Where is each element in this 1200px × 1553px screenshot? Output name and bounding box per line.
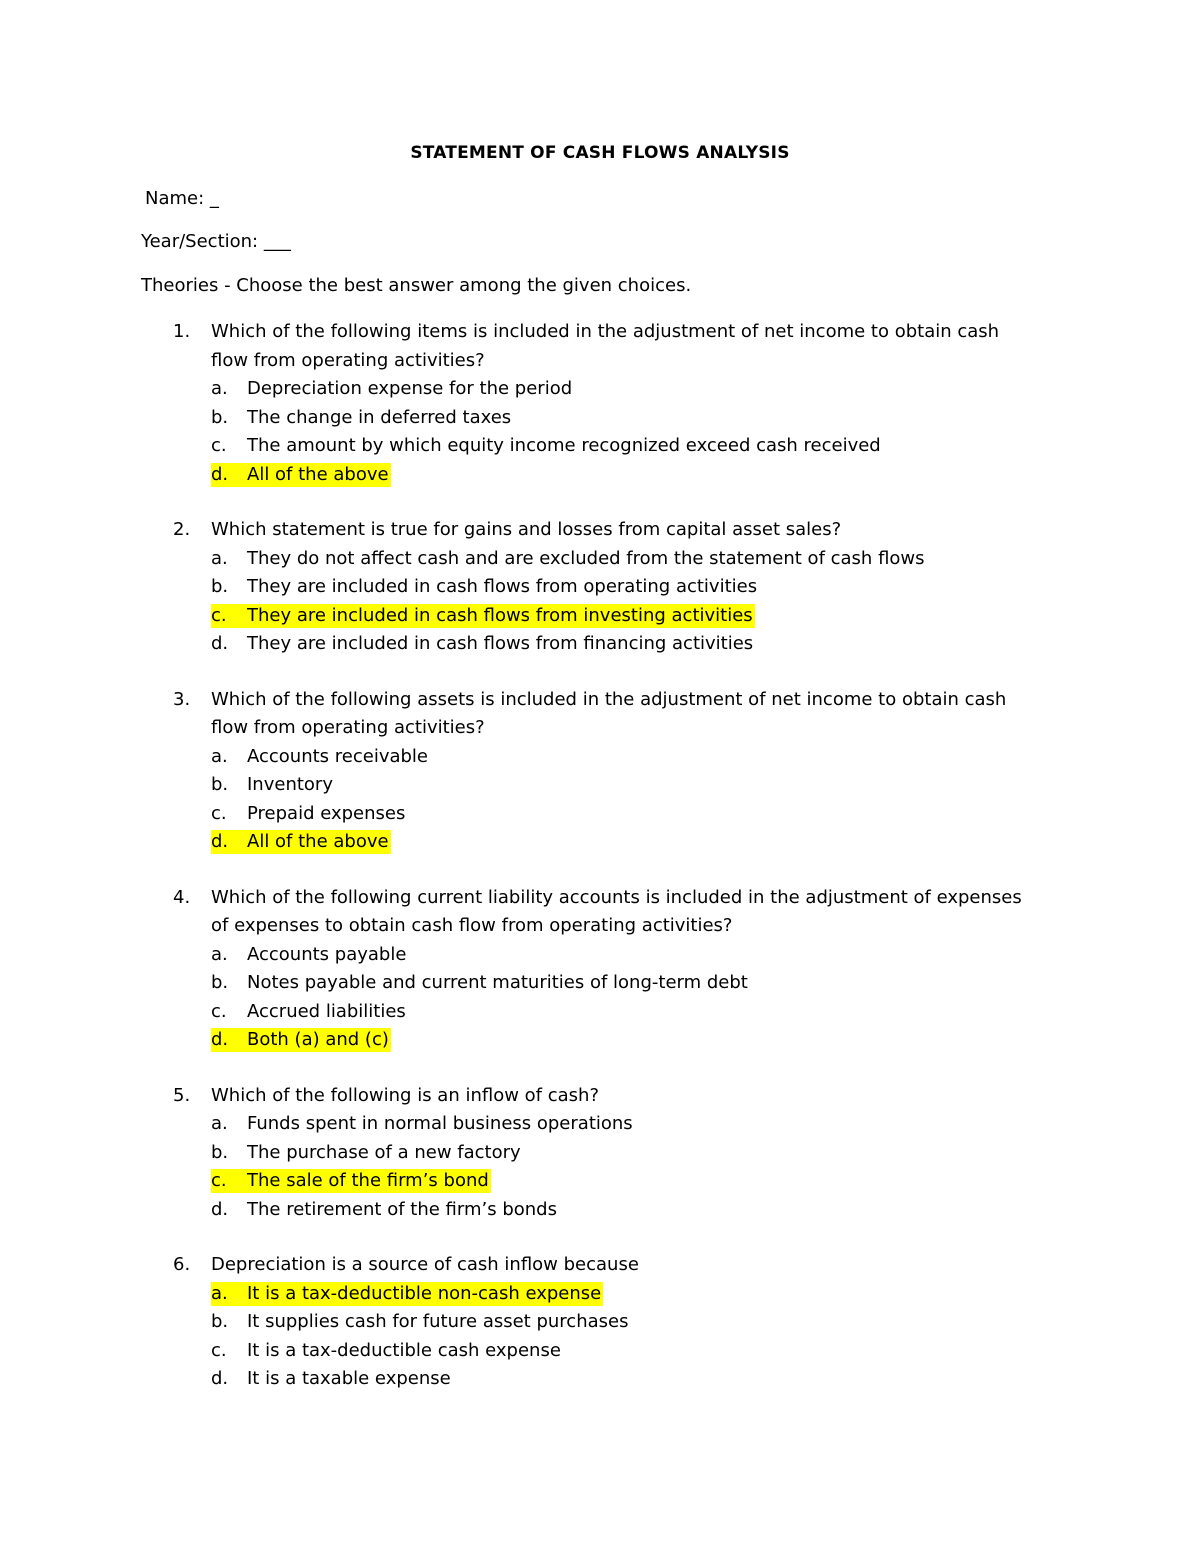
answer-option	[0, 828, 1200, 857]
answer-option	[0, 573, 1200, 602]
question-number: 6.	[173, 1254, 191, 1275]
answer-choice	[211, 547, 927, 571]
answer-option	[0, 969, 1200, 998]
question-text: Depreciation is a source of cash inflow because	[211, 1254, 639, 1275]
question-number: 2.	[173, 519, 191, 540]
answer-choice	[211, 406, 513, 430]
option-letter: a.	[211, 1113, 228, 1134]
question-number: 5.	[173, 1084, 191, 1106]
question-item	[0, 884, 1200, 1055]
option-letter: c.	[211, 1170, 227, 1191]
option-text: It is a taxable expense	[247, 1368, 451, 1389]
option-text: They are included in cash flows from financing activities	[247, 633, 754, 654]
option-letter: d.	[211, 1198, 229, 1220]
answer-option	[0, 998, 1200, 1027]
question-number: 1.	[173, 321, 191, 342]
instructions: Theories - Choose the best answer among the given choices.	[141, 275, 692, 296]
highlighted-answer	[211, 463, 391, 487]
answer-option	[0, 461, 1200, 490]
option-letter: a.	[211, 378, 228, 399]
answer-choice	[211, 377, 574, 401]
question-row	[0, 884, 1200, 941]
question-number: 3.	[173, 688, 191, 710]
question-text: Which of the following current liability accounts is included in the adjustment of expenses of expenses to obtain cash flow from operating activities?	[211, 886, 1022, 936]
answer-option	[0, 800, 1200, 829]
year-section-field: Year/Section: ___	[141, 231, 291, 252]
option-text: The amount by which equity income recognized exceed cash received	[247, 435, 881, 456]
option-letter: d.	[211, 1368, 229, 1389]
question-list	[0, 318, 1200, 1421]
answer-option	[0, 1139, 1200, 1168]
highlighted-answer	[211, 830, 391, 854]
option-text: They are included in cash flows from operating activities	[247, 576, 758, 597]
option-text: It is a tax-deductible cash expense	[247, 1339, 561, 1361]
question-item	[0, 686, 1200, 857]
question-item	[0, 516, 1200, 659]
option-text: Notes payable and current maturities of long-term debt	[247, 972, 748, 993]
option-letter: c.	[211, 1000, 227, 1022]
answer-choice	[211, 1141, 523, 1165]
answer-option	[0, 375, 1200, 404]
highlighted-answer	[211, 604, 755, 628]
answer-option	[0, 743, 1200, 772]
option-letter: b.	[211, 576, 229, 597]
answer-option	[0, 1365, 1200, 1394]
question-row	[0, 1082, 1200, 1111]
option-letter: b.	[211, 406, 229, 428]
answer-option	[0, 545, 1200, 574]
answer-choice	[211, 745, 430, 769]
option-letter: c.	[211, 1339, 227, 1361]
answer-choice	[211, 1367, 453, 1391]
answer-choice	[211, 773, 335, 797]
highlighted-answer	[211, 1169, 491, 1193]
answer-option	[0, 404, 1200, 433]
answer-option	[0, 1337, 1200, 1366]
question-row	[0, 516, 1200, 545]
answer-option	[0, 602, 1200, 631]
question-number: 4.	[173, 886, 191, 908]
option-text: The purchase of a new factory	[247, 1141, 521, 1163]
question-item	[0, 318, 1200, 489]
document-title: STATEMENT OF CASH FLOWS ANALYSIS	[410, 143, 790, 163]
option-text: Funds spent in normal business operations	[247, 1113, 633, 1134]
answer-option	[0, 771, 1200, 800]
option-letter: b.	[211, 1311, 229, 1332]
option-text: All of the above	[247, 463, 389, 485]
answer-choice	[211, 1198, 559, 1222]
option-letter: d.	[211, 463, 229, 485]
answer-choice	[211, 1339, 563, 1363]
option-text: It is a tax-deductible non-cash expense	[247, 1282, 602, 1304]
option-letter: c.	[211, 435, 227, 456]
answer-choice	[211, 434, 883, 458]
question-text: Which of the following is an inflow of cash?	[211, 1084, 600, 1106]
answer-choice	[211, 1112, 635, 1136]
answer-option	[0, 941, 1200, 970]
answer-option	[0, 1167, 1200, 1196]
answer-option	[0, 1308, 1200, 1337]
option-text: It supplies cash for future asset purchases	[247, 1311, 629, 1332]
answer-option	[0, 432, 1200, 461]
option-text: The retirement of the firm’s bonds	[247, 1198, 557, 1220]
option-text: Accrued liabilities	[247, 1000, 406, 1022]
question-text: Which of the following assets is included in the adjustment of net income to obtain cash flow from operating activities?	[211, 688, 1007, 738]
option-letter: a.	[211, 745, 228, 767]
option-text: The change in deferred taxes	[247, 406, 512, 428]
question-row	[0, 686, 1200, 743]
question-row	[0, 1251, 1200, 1280]
option-text: They do not affect cash and are excluded from the statement of cash flows	[247, 547, 925, 569]
answer-option	[0, 1196, 1200, 1225]
option-letter: c.	[211, 802, 227, 824]
answer-choice	[211, 971, 750, 995]
question-item	[0, 1082, 1200, 1225]
name-field: Name: _	[145, 188, 219, 209]
option-text: They are included in cash flows from investing activities	[247, 604, 753, 626]
option-letter: b.	[211, 972, 229, 993]
answer-choice	[211, 632, 755, 656]
answer-choice	[211, 1000, 408, 1024]
option-text: Both (a) and (c)	[247, 1029, 389, 1050]
question-item	[0, 1251, 1200, 1394]
option-text: Accounts payable	[247, 943, 407, 965]
option-letter: c.	[211, 604, 227, 626]
answer-choice	[211, 1310, 630, 1334]
option-letter: a.	[211, 547, 228, 569]
option-letter: d.	[211, 1029, 229, 1050]
answer-option	[0, 1026, 1200, 1055]
question-text: Which statement is true for gains and losses from capital asset sales?	[211, 519, 842, 540]
option-text: Depreciation expense for the period	[247, 378, 573, 399]
option-letter: a.	[211, 1282, 228, 1304]
answer-choice	[211, 943, 408, 967]
option-text: Accounts receivable	[247, 745, 429, 767]
answer-option	[0, 630, 1200, 659]
answer-choice	[211, 802, 407, 826]
option-letter: a.	[211, 943, 228, 965]
question-row	[0, 318, 1200, 375]
option-text: Inventory	[247, 774, 333, 795]
answer-choice	[211, 575, 759, 599]
option-letter: d.	[211, 831, 229, 852]
option-text: All of the above	[247, 831, 389, 852]
answer-option	[0, 1280, 1200, 1309]
option-letter: b.	[211, 1141, 229, 1163]
answer-option	[0, 1110, 1200, 1139]
option-letter: b.	[211, 774, 229, 795]
highlighted-answer	[211, 1028, 391, 1052]
option-text: The sale of the firm’s bond	[247, 1170, 489, 1191]
highlighted-answer	[211, 1282, 603, 1306]
question-text: Which of the following items is included in the adjustment of net income to obtain cash flow from operating activities?	[211, 321, 1000, 371]
option-text: Prepaid expenses	[247, 802, 406, 824]
option-letter: d.	[211, 633, 229, 654]
